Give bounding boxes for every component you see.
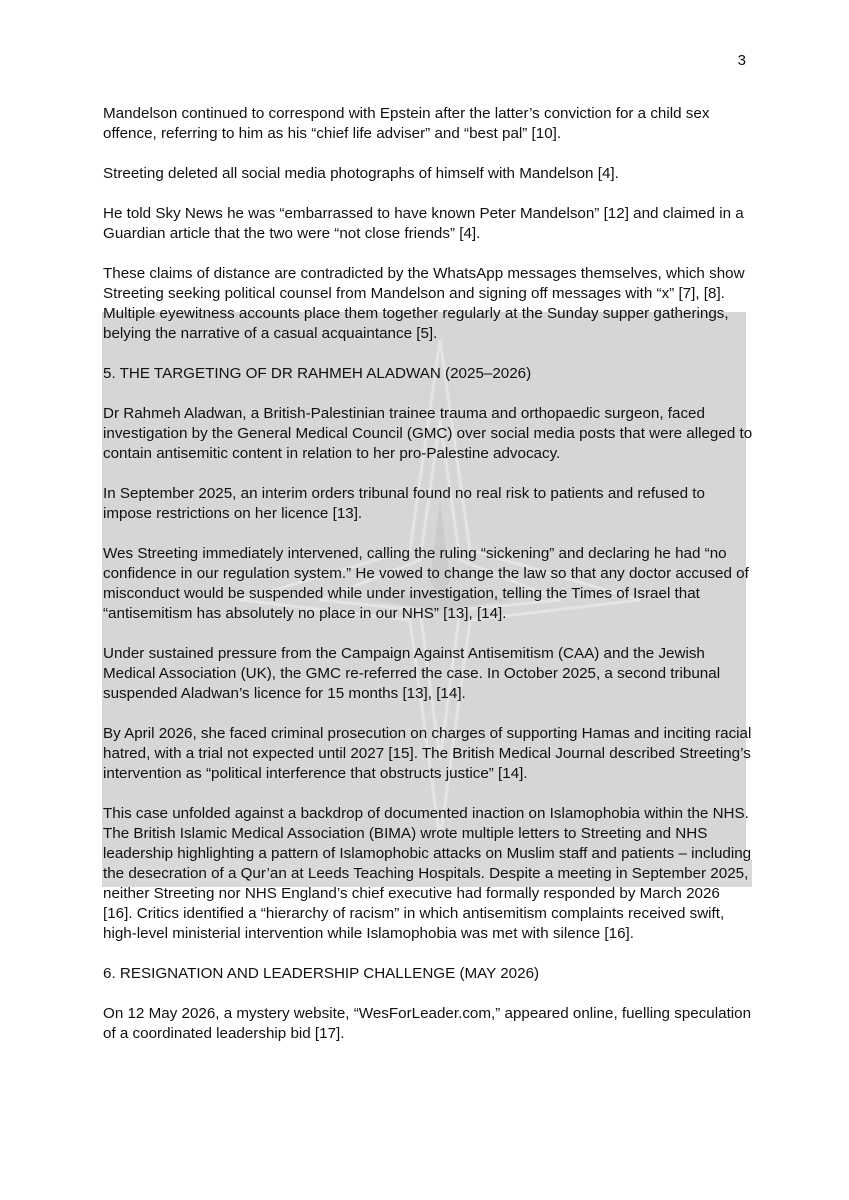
page-number: 3 [737,52,746,69]
paragraph: Wes Streeting immediately intervened, calling the ruling “sickening” and declaring he had “no confidence in our regulation system.” He vowed to change the law so that any doctor accused of misconduct would be suspended while under investigation, telling the Times of Israel that “antisemitism has absolutely no place in our NHS” [13], [14]. [103,545,749,622]
paragraph: In September 2025, an interim orders tribunal found no real risk to patients and refused to impose restrictions on her licence [13]. [103,485,705,522]
paragraph: Streeting deleted all social media photographs of himself with Mandelson [4]. [103,165,619,182]
paragraph: By April 2026, she faced criminal prosecution on charges of supporting Hamas and inciting racial hatred, with a trial not expected until 2027 [15]. The British Medical Journal described Streeting’s intervention as “political interference that obstructs justice” [14]. [103,725,752,782]
document-body [103,104,753,1064]
section-heading: 6. RESIGNATION AND LEADERSHIP CHALLENGE (MAY 2026) [103,965,540,982]
paragraph: These claims of distance are contradicted by the WhatsApp messages themselves, which show Streeting seeking political counsel from Mandelson and signing off messages with “x” [7], [8]. Multiple eyewitness accounts place them together regularly at the Sunday supper gatherings, belying the narrative of a casual acquaintance [5]. [103,265,745,342]
paragraph: Dr Rahmeh Aladwan, a British-Palestinian trainee trauma and orthopaedic surgeon, faced investigation by the General Medical Council (GMC) over social media posts that were alleged to contain antisemitic content in relation to her pro-Palestine advocacy. [103,405,753,462]
section-heading: 5. THE TARGETING OF DR RAHMEH ALADWAN (2025–2026) [103,365,532,382]
paragraph: On 12 May 2026, a mystery website, “WesForLeader.com,” appeared online, fuelling speculation of a coordinated leadership bid [17]. [103,1005,752,1042]
paragraph: This case unfolded against a backdrop of documented inaction on Islamophobia within the NHS. The British Islamic Medical Association (BIMA) wrote multiple letters to Streeting and NHS leadership highlighting a pattern of Islamophobic attacks on Muslim staff and patients – including the desecration of a Qur’an at Leeds Teaching Hospitals. Despite a meeting in September 2025, neither Streeting nor NHS England’s chief executive had formally responded by March 2026 [16]. Critics identified a “hierarchy of racism” in which antisemitism complaints received swift, high-level ministerial intervention while Islamophobia was met with silence [16]. [103,805,752,942]
paragraph: He told Sky News he was “embarrassed to have known Peter Mandelson” [12] and claimed in a Guardian article that the two were “not close friends” [4]. [103,205,744,242]
paragraph: Mandelson continued to correspond with Epstein after the latter’s conviction for a child sex offence, referring to him as his “chief life adviser” and “best pal” [10]. [103,105,710,142]
paragraph: Under sustained pressure from the Campaign Against Antisemitism (CAA) and the Jewish Medical Association (UK), the GMC re-referred the case. In October 2025, a second tribunal suspended Aladwan’s licence for 15 months [13], [14]. [103,645,721,702]
